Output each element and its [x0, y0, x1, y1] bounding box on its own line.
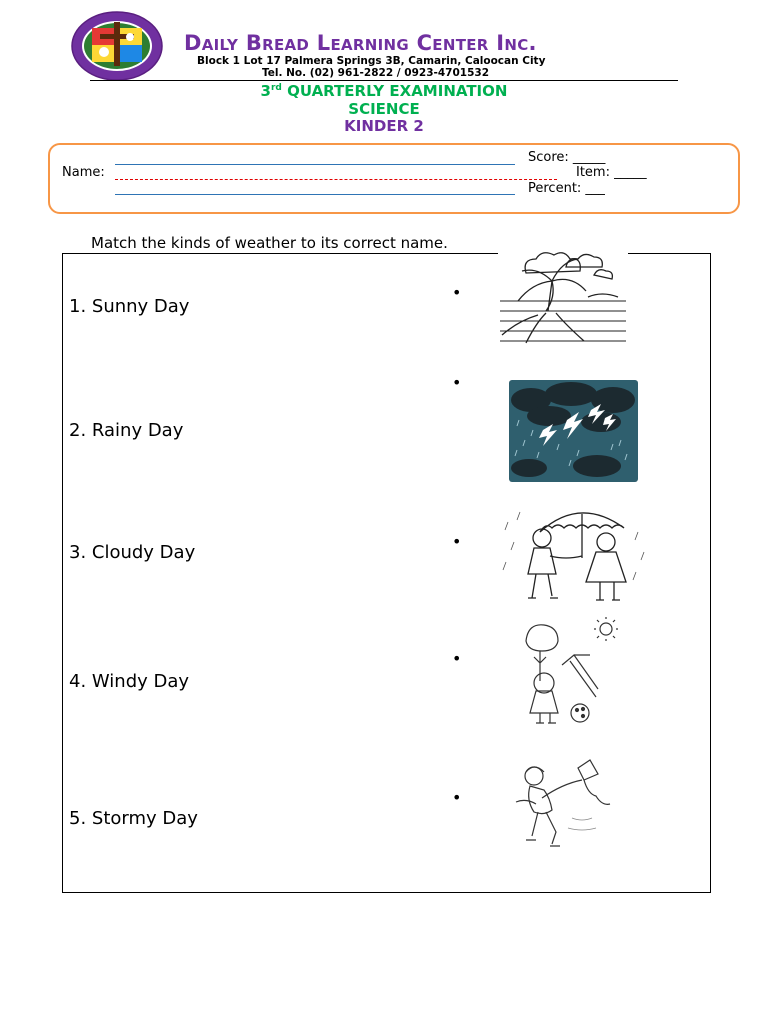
exam-ordinal-number: 3	[260, 82, 271, 100]
name-label: Name:	[62, 165, 105, 180]
school-logo	[70, 10, 164, 82]
exam-grade: KINDER 2	[344, 117, 424, 135]
name-line-top	[115, 164, 515, 165]
exam-title	[0, 82, 768, 100]
name-field-line[interactable]	[115, 179, 557, 180]
match-item-label: 5. Stormy Day	[69, 808, 198, 829]
header-divider	[90, 80, 678, 81]
match-item-label: 3. Cloudy Day	[69, 542, 196, 563]
instruction-text: Match the kinds of weather to its correct name.	[91, 234, 448, 252]
match-item-label: 4. Windy Day	[69, 671, 190, 692]
child-flying-kite-icon	[512, 758, 616, 854]
match-bullet[interactable]: •	[452, 788, 462, 807]
match-bullet[interactable]: •	[452, 649, 462, 668]
match-bullet[interactable]: •	[452, 373, 462, 392]
item-field[interactable]: Item: _____	[576, 165, 647, 180]
thunderstorm-icon	[509, 380, 638, 482]
name-line-bottom	[115, 194, 515, 195]
match-item-label: 1. Sunny Day	[69, 296, 190, 317]
exam-title-text: QUARTERLY EXAMINATION	[281, 82, 508, 100]
percent-field[interactable]: Percent: ___	[528, 181, 605, 196]
palm-tree-clouds-icon	[498, 251, 628, 351]
exam-ordinal-suffix: rd	[270, 83, 282, 93]
school-name: Daily Bread Learning Center Inc.	[184, 31, 537, 55]
school-address: Block 1 Lot 17 Palmera Springs 3B, Camarin, Caloocan City	[197, 55, 546, 67]
match-item-label: 2. Rainy Day	[69, 420, 184, 441]
children-umbrella-rain-icon	[500, 502, 650, 608]
school-phone: Tel. No. (02) 961-2822 / 0923-4701532	[262, 67, 490, 79]
girl-playground-sun-icon	[518, 617, 618, 729]
score-field[interactable]: Score: _____	[528, 150, 606, 165]
match-bullet[interactable]: •	[452, 532, 462, 551]
exam-subject: SCIENCE	[348, 100, 420, 118]
match-bullet[interactable]: •	[452, 283, 462, 302]
